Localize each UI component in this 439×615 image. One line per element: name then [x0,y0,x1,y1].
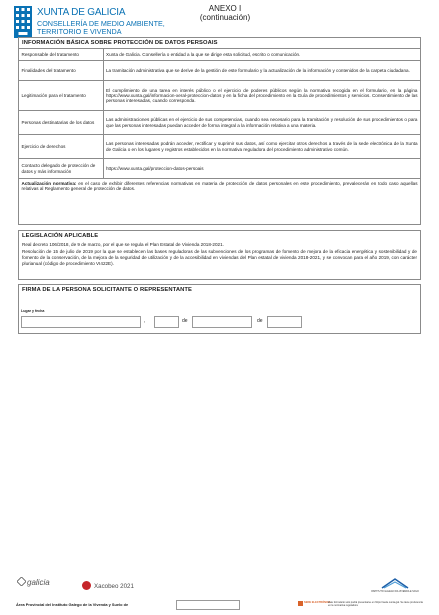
row-label: Ejercicio de derechos [19,135,103,159]
place-date-label: Lugar y fecha [21,309,45,313]
galicia-label: galicia [27,578,50,587]
de-separator: de [257,318,263,324]
area-label: Área Provincial del Instituto Galego de la Vivenda y Suelo de [16,602,129,607]
comma-separator: , [144,318,146,324]
annex-title: ANEXO I [208,4,242,13]
row-label: Legitimación para el tratamento [19,81,103,111]
row-value: Xunta de Galicia. Consellería o entidad a la que se dirige esta solicitud, escrito o comunicación. [103,49,420,61]
row-value: Las personas interesadas podrán acceder, rectificar y suprimir sus datos, así como ejercitar otros derechos a través de la sede electrónica de la Xunta de Galicia o en los lugares y registros establecidos en la normativa reguladora del procedimiento administrativo común. [103,135,420,159]
sede-title: SEDE ELECTRÓNICA [304,601,331,604]
table-row [19,49,420,61]
year-input[interactable] [267,316,302,328]
row-value: La tramitación administrativa que se derive de la gestión de este formulario y la actualización de la información y contenidos de la carpeta ciudadana. [103,61,420,81]
update-label: Actualización normativa: [21,181,77,186]
galicia-mark-icon [17,577,26,586]
legislation-paragraph: Real decreto 106/2018, de 9 de marzo, por el que se regula el Plan Estatal de Vivienda 2018-2021. [22,242,224,247]
annex-heading [180,4,270,22]
org-block [37,7,187,36]
data-protection-title: INFORMACIÓN BÁSICA SOBRE PROTECCIÓN DE DATOS PERSOAIS [22,40,218,46]
legislation-body [19,241,420,269]
dept-line-2: TERRITORIO E VIVENDA [37,27,122,36]
xacobeo-logo [82,581,134,590]
signature-title: FIRMA DE LA PERSONA SOLICITANTE O REPRESENTANTE [22,287,193,293]
table-row [19,61,420,81]
data-protection-section [18,37,421,225]
legislation-section [18,230,421,280]
org-name: XUNTA DE GALICIA [37,7,126,18]
day-input[interactable] [154,316,179,328]
legislation-title: LEGISLACIÓN APLICABLE [22,233,99,239]
dept-line-1: CONSELLERÍA DE MEDIO AMBIENTE, [37,19,165,28]
xacobeo-label: Xacobeo 2021 [94,583,134,590]
table-row [19,179,420,194]
month-input[interactable] [192,316,252,328]
place-input[interactable] [21,316,141,328]
galicia-logo [17,577,50,587]
table-row [19,135,420,159]
area-input[interactable] [176,600,240,610]
row-value: Las administraciones públicas en el ejercicio de sus competencias, cuando sea necesario para la tramitación y resolución de sus procedimientos o para que las personas interesadas puedan acceder de forma integral a la información relativa a una materia. [103,111,420,135]
sede-text: Este formulario solo podrá presentarse en https://sede.xunta.gal. Se tiene preferencia en la normativa reguladora [328,601,423,608]
ig3-logo-icon [370,576,420,598]
row-label: Personas destinatarias de los datos [19,111,103,135]
row-label: Finalidades del tratamento [19,61,103,81]
table-row [19,159,420,179]
update-text: en el caso de exhibir diferentes referencias normativas en materia de protección de datos personales en este procedimiento, prevalecerán en todo caso aquellas relativas al Reglamento general de protección de datos. [21,181,418,192]
ig3-label: INSTITUTO GALEGO DA VIVENDA E SOLO [371,590,419,593]
sede-icon [298,601,303,606]
row-value: https://www.xunta.gal/proteccion-datos-persoais [103,159,420,179]
xunta-shield-icon [14,6,32,38]
table-row [19,81,420,111]
annex-subtitle: (continuación) [199,13,251,22]
data-protection-table [19,48,420,194]
row-label: Contacto delegado de protección de datos y más información [19,159,103,179]
legislation-paragraph: Resolución de 15 de julio de 2019 por la que se establecen las bases reguladoras de las subvenciones de los programas de fomento de mejora de la eficacia energética y sostenibilidad y de fomento de la conservación, de la mejora de la seguridad de utilización y de la accesibilidad en viviendas del Plan estatal de vivienda 2018-2021, y se convocan para el año 2019, con carácter plurianual (código de procedimiento VI422E). [22,249,417,266]
xacobeo-mark-icon [82,581,91,590]
table-row [19,111,420,135]
row-label: Responsable del tratamento [19,49,103,61]
de-separator: de [182,318,188,324]
row-value: El cumplimiento de una tarea en interés público o el ejercicio de poderes públicos según la normativa recogida en el formulario, en la página https://www.xunta.gal/informacion-xeral-proteccion-datos y en la ficha del procedimiento en la Guía de procedimientos y servicios. Consentimiento de las personas interesadas, cuando corresponda. [103,81,420,111]
